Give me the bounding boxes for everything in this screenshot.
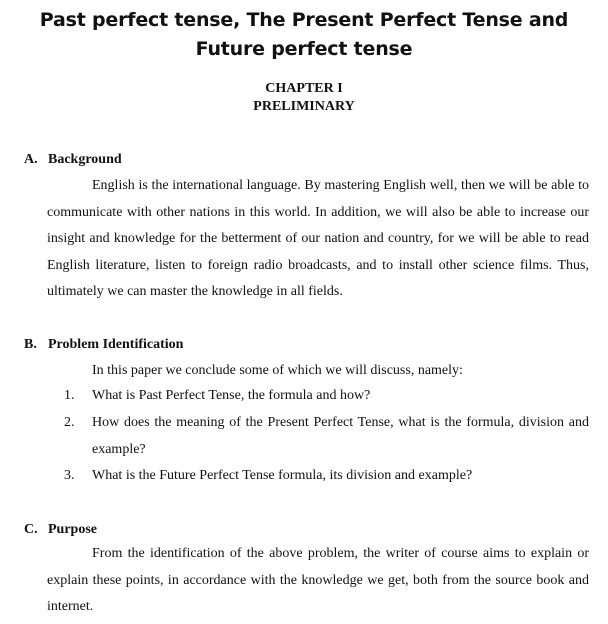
chapter-name: PRELIMINARY	[253, 99, 355, 114]
purpose-paragraph: From the identification of the above problem, the writer of course aims to explain or explain these points, in accordance with the knowledge we get, both from the source book and internet.	[47, 546, 589, 614]
list-item-number: 1.	[64, 388, 75, 403]
section-letter: A.	[24, 152, 38, 167]
list-item	[64, 383, 589, 410]
section-problem-heading	[24, 336, 183, 354]
background-paragraph: English is the international language. By mastering English well, then we will be able to communicate with other nations in this world. In addition, we will also be able to increase our insight and knowledge for the betterment of our nation and country, for we will be able to read English literature, listen to foreign radio broadcasts, and to install other science films. Thus, ultimately we can master the knowledge in all fields.	[47, 178, 589, 299]
list-item-text: What is the Future Perfect Tense formula, its division and example?	[92, 468, 473, 483]
list-item-text: What is Past Perfect Tense, the formula and how?	[92, 388, 371, 403]
list-item-text: How does the meaning of the Present Perfect Tense, what is the formula, division and example?	[92, 415, 589, 457]
chapter-label: CHAPTER I	[265, 81, 343, 96]
section-background-heading	[24, 151, 122, 169]
list-item	[64, 463, 589, 490]
document-title: Past perfect tense, The Present Perfect Tense and Future perfect tense	[39, 9, 569, 60]
section-title: Problem Identification	[48, 337, 184, 352]
section-title: Background	[48, 152, 122, 167]
section-letter: B.	[24, 337, 37, 352]
list-item-number: 3.	[64, 468, 75, 483]
list-item	[64, 410, 589, 463]
section-purpose-heading	[24, 521, 97, 539]
problem-intro: In this paper we conclude some of which we will discuss, namely:	[92, 363, 463, 378]
section-title: Purpose	[48, 522, 97, 537]
list-item-number: 2.	[64, 415, 75, 430]
section-letter: C.	[24, 522, 38, 537]
